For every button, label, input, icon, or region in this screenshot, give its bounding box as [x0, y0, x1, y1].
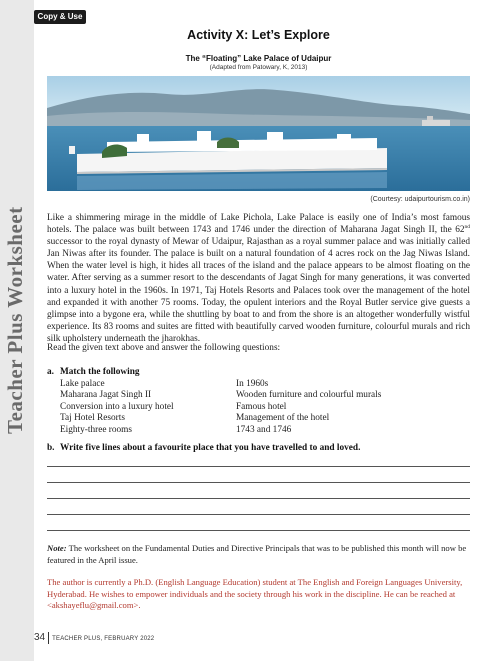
- match-right-item: Management of the hotel: [236, 413, 330, 424]
- match-right-item: 1743 and 1746: [236, 424, 292, 435]
- author-bio: [47, 577, 470, 612]
- answer-line[interactable]: [47, 498, 470, 499]
- ordinal-superscript: nd: [464, 224, 470, 231]
- match-left-item: Taj Hotel Resorts: [60, 413, 125, 424]
- article-subtitle: The “Floating” Lake Palace of Udaipur: [185, 54, 332, 63]
- paragraph-part-1: Like a shimmering mirage in the middle of Lake Pichola, Lake Palace is easily one of India’s most famous hotels. The palace was built between 1743 and 1746 under the direction of Maharana Jagat Singh II, the 62: [47, 213, 470, 236]
- lake-palace-photo: [47, 76, 470, 191]
- answer-line[interactable]: [47, 514, 470, 515]
- match-left-item: Lake palace: [60, 379, 105, 389]
- adapted-credit: (Adapted from Patowary, K, 2013): [209, 64, 308, 71]
- question-a-text: Match the following: [60, 367, 140, 377]
- page-number: 34: [34, 632, 49, 644]
- match-row: [60, 425, 460, 436]
- copy-use-tag: Copy & Use: [34, 10, 86, 24]
- page-footer: [34, 630, 154, 644]
- match-row: [60, 379, 460, 390]
- lake-palace-illustration: [47, 76, 470, 191]
- instruction-text: Read the given text above and answer the following questions:: [47, 343, 281, 353]
- question-a-heading: [47, 367, 470, 377]
- match-left-item: Conversion into a luxury hotel: [60, 401, 174, 412]
- question-b-heading: [47, 443, 470, 453]
- sidebar: [0, 0, 34, 661]
- author-bio-end: .: [138, 600, 141, 610]
- paragraph-part-2: successor to the royal dynasty of Mewar of Udaipur, Rajasthan as a royal summer palace and was initially called Jan Niwas after its founder. The palace is built on a natural foundation of 4 acres rock on the Jag Niwas Island. When the water level is high, it hides all traces of the island and the palace appears to be almost floating on the water. After serving as a summer resort to the descendants of Jagat Singh for many generations, it was converted into a luxury hotel in the 1960s. In 1971, Taj Hotels Resorts and Palaces took over the management of the hotel and expanded it with another 75 rooms. Today, the opulent interiors and the Royal Butler service give guests a glimpse into a bygone era, while the shuttling by boat to and from the shore is an altogether wonderfully wistful experience. Its 83 rooms and suites are fitted with beautifully carved wooden furniture, colourful murals and rich silk upholstery underneath the jharokhas.: [47, 237, 470, 344]
- question-b-text: Write five lines about a favourite place that you have travelled to and loved.: [60, 443, 361, 453]
- magazine-issue: TEACHER PLUS, FEBRUARY 2022: [52, 636, 155, 642]
- match-left-item: Maharana Jagat Singh II: [60, 390, 152, 401]
- match-right-item: In 1960s: [236, 379, 269, 389]
- activity-title: Activity X: Let’s Explore: [187, 28, 330, 42]
- note-label: Note:: [47, 543, 67, 553]
- question-b-label: b.: [47, 443, 55, 453]
- photo-courtesy: (Courtesy: udaipurtourism.co.in): [370, 196, 470, 203]
- sidebar-title: Teacher Plus Worksheet: [3, 206, 27, 434]
- match-right-item: Famous hotel: [236, 401, 287, 412]
- match-row: [60, 390, 460, 401]
- answer-line[interactable]: [47, 482, 470, 483]
- author-bio-text: The author is currently a Ph.D. (English Language Education) student at The English and Foreign Languages University, Hyderabad. He wishes to empower individuals and the society through his work in the discipline. He can be reached at: [47, 577, 463, 599]
- match-table: [60, 379, 460, 436]
- match-left-item: Eighty-three rooms: [60, 424, 133, 435]
- answer-line[interactable]: [47, 466, 470, 467]
- match-row: [60, 402, 460, 413]
- match-row: [60, 413, 460, 424]
- article-paragraph: [47, 212, 470, 345]
- note-body: The worksheet on the Fundamental Duties and Directive Principals that was to be published this month will now be featured in the April issue.: [47, 543, 467, 565]
- author-email[interactable]: <akshayeflu@gmail.com>: [47, 600, 139, 610]
- match-right-item: Wooden furniture and colourful murals: [236, 390, 382, 401]
- note-text: [47, 543, 470, 566]
- question-a-label: a.: [47, 367, 54, 377]
- answer-line[interactable]: [47, 530, 470, 531]
